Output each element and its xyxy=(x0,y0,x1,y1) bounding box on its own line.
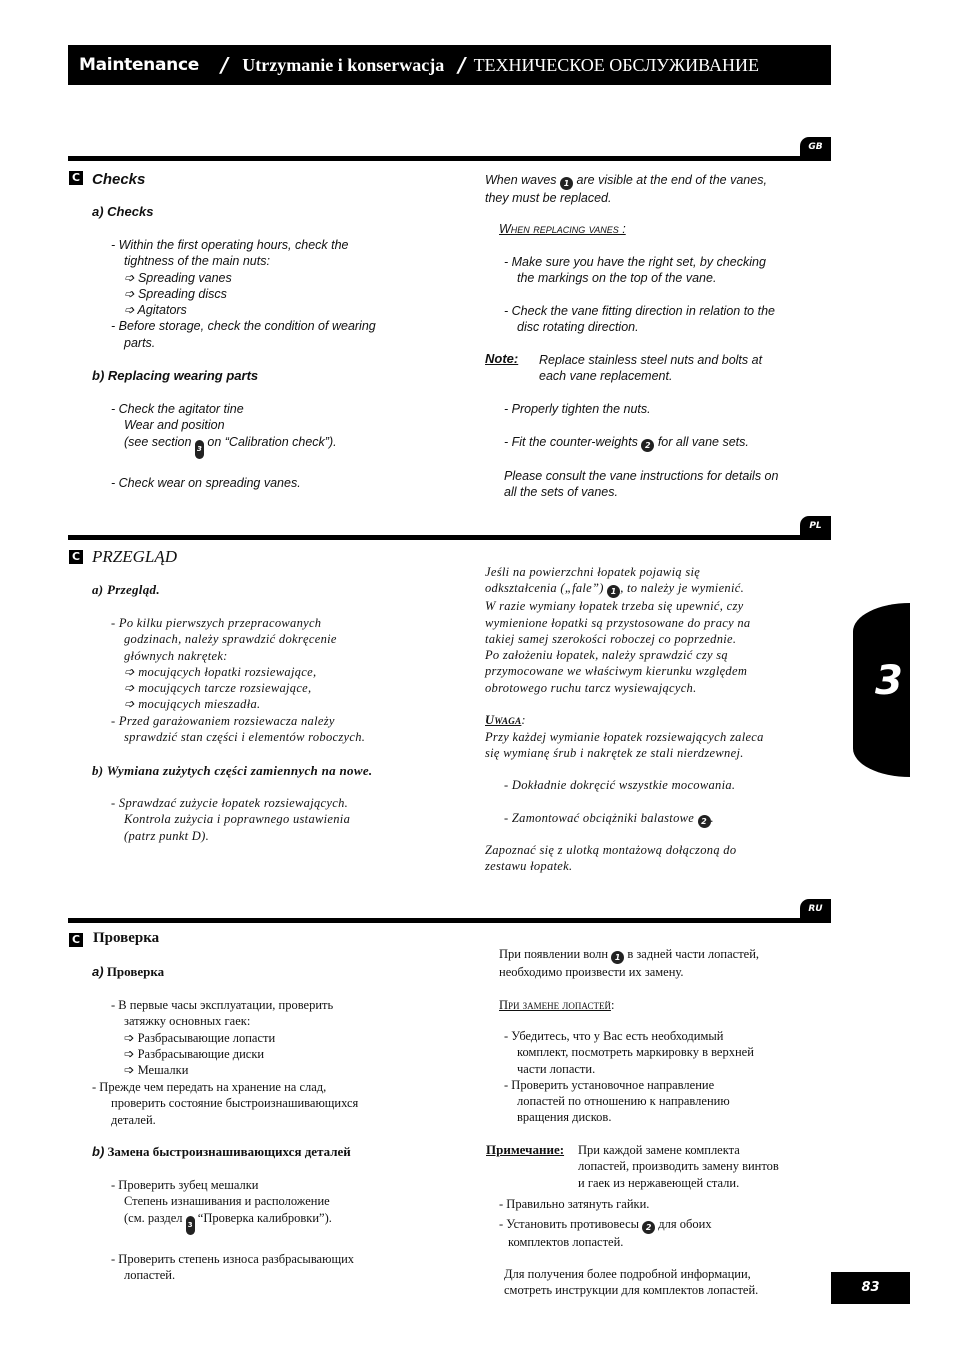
list-line: sprawdzić stan części i elementów roboczych. xyxy=(124,730,366,745)
callout-1-icon: 1 xyxy=(560,177,573,190)
subsection-title-b xyxy=(92,1144,351,1160)
subsection-title-a xyxy=(92,964,164,980)
page-number: 83 xyxy=(831,1272,910,1304)
text-run: для обоих xyxy=(658,1217,712,1232)
list-line: - Po kilku pierwszych przepracowanych xyxy=(111,616,322,630)
ru-checks-list xyxy=(111,997,333,1078)
paragraph-line: all the sets of vanes. xyxy=(504,485,618,500)
list-line: - Проверить степень износа разбрасывающих xyxy=(111,1251,355,1266)
text-run: - Zamontować obciążniki balastowe xyxy=(504,810,695,825)
paragraph-line xyxy=(485,712,764,728)
text-run: - Fit the counter-weights xyxy=(504,434,638,449)
header-title-en: Maintenance xyxy=(79,55,199,75)
subsection-title-b: b) Replacing wearing parts xyxy=(92,368,259,383)
list-line: godzinach, należy sprawdzić dokręcenie xyxy=(124,632,337,647)
list-line: - Check the vane fitting direction in relation to the xyxy=(504,303,775,318)
text-run: “Проверка калибровки”). xyxy=(197,1210,332,1225)
paragraph-line xyxy=(499,946,759,964)
list-line: - Убедитесь, что у Вас есть необходимый xyxy=(504,1029,724,1043)
ru-storage-list xyxy=(92,1079,358,1128)
list-line: лопастей. xyxy=(124,1268,176,1283)
paragraph-line xyxy=(499,997,759,1013)
paragraph-line: Po założeniu łopatek, należy sprawdzić czy są xyxy=(485,648,728,663)
list-line: ➩ mocujących tarcze rozsiewające, xyxy=(124,681,312,696)
paragraph-line: смотреть инструкции для комплектов лопастей. xyxy=(504,1283,759,1298)
list-line: ➩ Agitators xyxy=(124,303,187,318)
callout-1-icon: 1 xyxy=(607,585,620,598)
list-line: - Проверить установочное направление xyxy=(504,1077,715,1092)
list-line: ➩ mocujących łopatki rozsiewające, xyxy=(124,664,317,679)
section-letter-badge: C xyxy=(69,550,83,564)
paragraph-line: obrotowego ruchu tarcz wysiewających. xyxy=(485,680,697,695)
gb-wear-list xyxy=(111,401,337,491)
when-replacing-heading: При замене лопастей xyxy=(499,997,611,1012)
list-line: вращения дисков. xyxy=(517,1110,612,1125)
ru-replace-list xyxy=(504,1028,754,1126)
text-run: (see section xyxy=(124,434,192,449)
paragraph-line: Для получения более подробной информации, xyxy=(504,1267,751,1281)
paragraph-line: Jeśli na powierzchni łopatek pojawią się xyxy=(485,565,701,579)
paragraph-line: they must be replaced. xyxy=(485,191,612,205)
list-line: - Sprawdzać zużycie łopatek rozsiewających. xyxy=(111,796,349,810)
list-line: parts. xyxy=(124,335,156,350)
list-line: лопастей по отношению к направлению xyxy=(517,1094,730,1109)
paragraph-line: each vane replacement. xyxy=(539,369,673,384)
list-line: комплект, посмотреть маркировку в верхней xyxy=(517,1045,754,1060)
list-line: части лопасти. xyxy=(517,1061,596,1076)
header-separator: / xyxy=(458,53,466,77)
callout-2-icon: 2 xyxy=(642,1221,655,1234)
text-run: b) xyxy=(92,1144,105,1159)
ru-right-column xyxy=(499,946,759,1013)
text-run: for all vane sets. xyxy=(657,434,749,449)
list-line: Wear and position xyxy=(124,418,225,433)
pl-consult xyxy=(485,842,736,875)
list-line xyxy=(504,810,735,828)
text-run: on “Calibration check”). xyxy=(207,434,337,449)
gb-replace-list xyxy=(504,254,775,335)
section-title-ru: Проверка xyxy=(93,930,160,946)
subsection-title-b: b) Wymiana zużytych części zamiennych na nowe. xyxy=(92,763,373,778)
subsection-title-a: a) Checks xyxy=(92,204,154,219)
paragraph-line: zestawu łopatek. xyxy=(485,859,573,874)
section-rule-gb xyxy=(68,156,831,161)
text-run: : xyxy=(610,997,615,1012)
paragraph-line: W razie wymiany łopatek trzeba się upewnić, czy xyxy=(485,599,744,614)
note-text xyxy=(539,352,762,385)
text-run: Проверка xyxy=(106,964,165,979)
gb-fitting-list xyxy=(504,401,778,500)
language-badge-gb: GB xyxy=(800,137,831,157)
list-line: - Check wear on spreading vanes. xyxy=(111,475,301,490)
pl-fitting-list xyxy=(504,777,735,828)
list-line: Kontrola zużycia i poprawnego ustawienia xyxy=(124,812,351,827)
list-line: ➩ Разбрасывающие диски xyxy=(124,1046,265,1061)
list-line: ➩ Spreading vanes xyxy=(124,270,232,285)
list-line: - Properly tighten the nuts. xyxy=(504,402,651,416)
ru-fitting-list xyxy=(499,1196,712,1251)
list-line: - Правильно затянуть гайки. xyxy=(499,1197,650,1211)
page-header xyxy=(68,45,831,85)
list-line: głównych nakrętek: xyxy=(124,648,228,663)
pl-checks-list xyxy=(111,615,365,745)
callout-2-icon: 2 xyxy=(698,815,711,828)
list-line: (patrz punkt D). xyxy=(124,828,209,843)
paragraph-line: и гаек из нержавеющей стали. xyxy=(578,1175,740,1190)
text-run: are visible at the end of the vanes, xyxy=(576,173,767,187)
list-line xyxy=(499,1216,712,1234)
when-replacing-heading: When replacing vanes : xyxy=(499,222,626,236)
language-badge-ru: RU xyxy=(800,899,831,919)
text-run: , to należy je wymienić. xyxy=(620,581,745,596)
list-line: - Within the first operating hours, check the xyxy=(111,238,349,252)
list-line: - Прежде чем передать на хранение на слад, xyxy=(92,1080,327,1094)
chapter-number: 3 xyxy=(875,658,903,704)
list-line: ➩ Разбрасывающие лопасти xyxy=(124,1030,276,1045)
callout-2-icon: 2 xyxy=(641,439,654,452)
list-line xyxy=(111,434,337,459)
list-line: - Check the agitator tine xyxy=(111,402,244,416)
note-text xyxy=(578,1142,779,1191)
text-run: (см. раздел xyxy=(124,1210,183,1225)
section-title-pl: PRZEGLĄD xyxy=(92,547,177,566)
paragraph-line: При каждой замене комплекта xyxy=(578,1143,740,1157)
text-run: При появлении волн xyxy=(499,947,609,961)
text-run: a) xyxy=(92,964,104,979)
list-line xyxy=(504,434,778,452)
list-line: ➩ mocujących mieszadła. xyxy=(124,697,261,712)
section-letter-badge: C xyxy=(69,171,83,185)
list-line: Степень изнашивания и расположение xyxy=(124,1194,330,1209)
section-marker-icon: 3 xyxy=(186,1216,195,1235)
paragraph-line: się wymianę śrub i nakrętek ze stali nierdzewnej. xyxy=(485,745,744,760)
section-rule-ru xyxy=(68,918,831,923)
list-line: затяжку основных гаек: xyxy=(124,1014,251,1029)
header-separator: / xyxy=(220,53,229,77)
paragraph-line: необходимо произвести их замену. xyxy=(499,965,684,979)
note-label: Примечание: xyxy=(486,1142,565,1157)
list-line: - Make sure you have the right set, by checking xyxy=(504,255,766,269)
gb-checks-list xyxy=(111,237,376,351)
list-line: - В первые часы эксплуатации, проверить xyxy=(111,998,334,1012)
list-line: - Before storage, check the condition of wearing xyxy=(111,319,376,334)
section-marker-icon: 3 xyxy=(195,440,204,459)
list-line: комплектов лопастей. xyxy=(508,1235,624,1250)
pl-wear-list xyxy=(111,795,350,844)
paragraph-line xyxy=(485,172,767,190)
list-line: the markings on the top of the vane. xyxy=(517,271,717,286)
paragraph-line: Zapoznać się z ulotką montażową dołączoną do xyxy=(485,843,737,857)
list-line: disc rotating direction. xyxy=(517,320,639,335)
chapter-tab xyxy=(853,603,910,777)
header-title-pl: Utrzymanie i konserwacja xyxy=(242,54,445,75)
text-run: odkształcenia („fale”) xyxy=(485,581,604,596)
text-run: . xyxy=(710,810,714,825)
list-line: tightness of the main nuts: xyxy=(124,254,270,269)
paragraph-line: Przy każdej wymianie łopatek rozsiewających zaleca xyxy=(485,729,764,744)
list-line: - Przed garażowaniem rozsiewacza należy xyxy=(111,713,335,728)
list-line xyxy=(111,1210,354,1235)
header-title-ru: ТЕХНИЧЕСКОЕ ОБСЛУЖИВАНИЕ xyxy=(473,54,760,75)
ru-wear-list xyxy=(111,1177,354,1283)
text-run: Замена быстроизнашивающихся деталей xyxy=(107,1144,351,1159)
ru-consult xyxy=(504,1266,758,1299)
subsection-title-a: a) Przegląd. xyxy=(92,582,160,597)
gb-right-column xyxy=(485,172,767,206)
callout-1-icon: 1 xyxy=(611,951,624,964)
section-title-gb: Checks xyxy=(92,171,146,188)
section-rule-pl xyxy=(68,535,831,540)
paragraph-line: przymocowane we właściwym kierunku względem xyxy=(485,664,748,679)
list-line: деталей. xyxy=(111,1112,156,1127)
language-badge-pl: PL xyxy=(800,516,831,536)
paragraph-line: wymienione łopatki są przystosowane do pracy na xyxy=(485,615,751,630)
paragraph-line: Please consult the vane instructions for details on xyxy=(504,468,779,483)
uwaga-label: Uwaga xyxy=(485,713,522,728)
section-letter-badge: C xyxy=(69,933,83,947)
paragraph-line: лопастей, производить замену винтов xyxy=(578,1159,779,1174)
text-run: When waves xyxy=(485,173,557,187)
list-line: ➩ Мешалки xyxy=(124,1063,189,1078)
paragraph-line: Replace stainless steel nuts and bolts at xyxy=(539,353,763,367)
list-line: ➩ Spreading discs xyxy=(124,286,227,301)
text-run: : xyxy=(521,713,526,728)
list-line: проверить состояние быстроизнашивающихся xyxy=(111,1096,359,1111)
text-run: в задней части лопастей, xyxy=(627,947,760,961)
list-line: - Проверить зубец мешалки xyxy=(111,1178,259,1192)
paragraph-line: takiej samej szerokości roboczej co poprzednie. xyxy=(485,631,737,646)
note-label: Note: xyxy=(485,351,519,366)
paragraph-line xyxy=(485,580,764,598)
text-run: - Установить противовесы xyxy=(499,1217,640,1232)
pl-right-column xyxy=(485,564,764,761)
list-line: - Dokładnie dokręcić wszystkie mocowania. xyxy=(504,778,736,792)
